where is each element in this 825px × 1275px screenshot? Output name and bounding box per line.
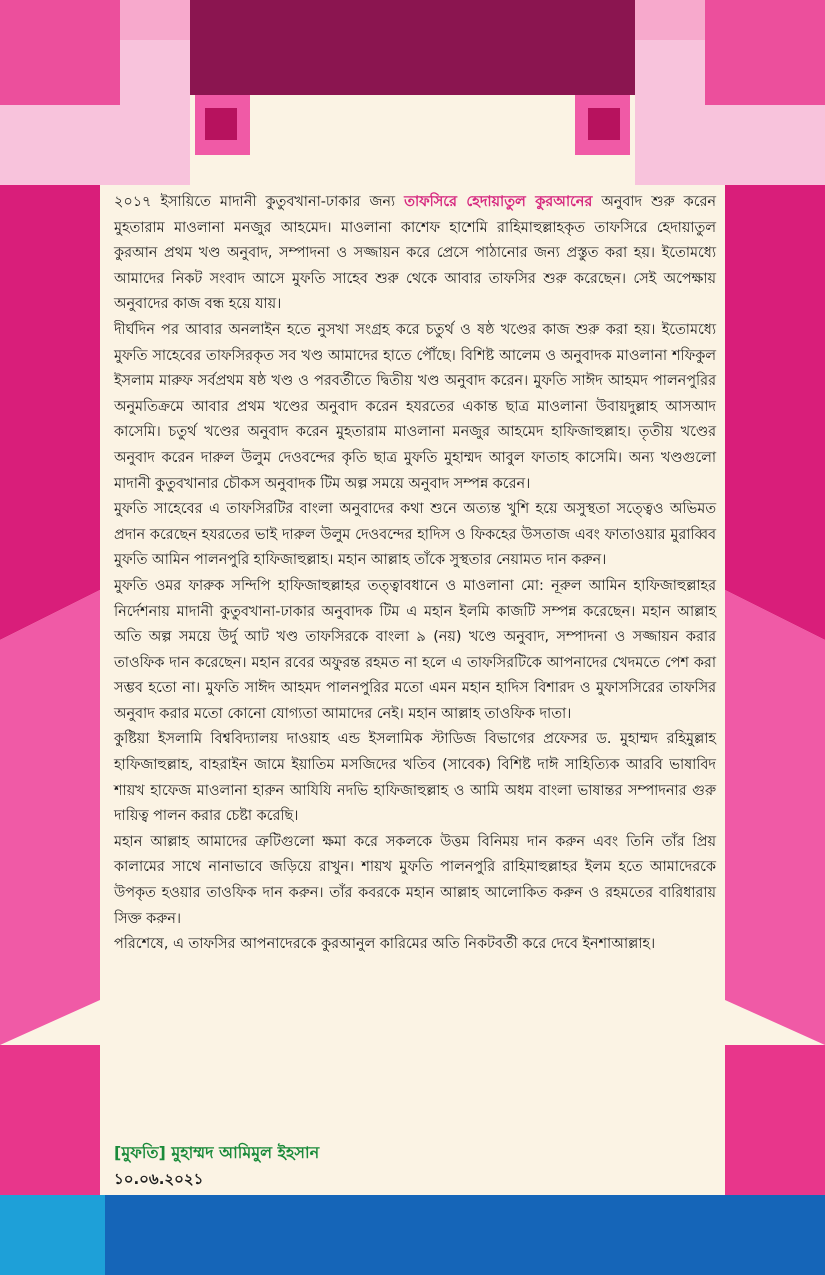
paragraph-3: মুফতি সাহেবের এ তাফসিরটির বাংলা অনুবাদের কথা শুনে অত্যন্ত খুশি হয়ে অসুস্থতা সত্ত্বেও অভিমত প্রদান করেছেন হযরতের ভাই দারুল উলুম দেওবন্দের হাদিস ও ফিকহের উসতাজ এবং ফাতাওয়ার মুরাব্বিব মুফতি আমিন পালনপুরি হাফিজাহুল্লাহ। মহান আল্লাহ তাঁকে সুস্থতার নেয়ামত দান করুন।	[114, 501, 716, 569]
foreword-text	[114, 190, 716, 958]
signature-date: ১০.০৬.২০২১	[114, 1170, 204, 1188]
paragraph-1	[114, 190, 716, 318]
paragraph-6: মহান আল্লাহ আমাদের ত্রুটিগুলো ক্ষমা করে সকলকে উত্তম বিনিময় দান করুন এবং তিনি তাঁর প্রিয় কালামের সাথে নানাভাবে জড়িয়ে রাখুন। শায়খ মুফতি পালনপুরি রাহিমাহুল্লাহর ইলম হতে আমাদেরকে উপকৃত হওয়ার তাওফিক দান করুন। তাঁর কবরকে মহান আল্লাহ আলোকিত করুন ও রহমতের বারিধারায় সিক্ত করুন।	[114, 833, 716, 927]
paragraph-1-end: অনুবাদ শুরু করেন মুহতারাম মাওলানা মনজুর আহমেদ। মাওলানা কাশেফ হাশেমি রাহিমাহুল্লাহকৃত তাফসিরে হেদায়াতুল কুরআন প্রথম খণ্ড অনুবাদ, সম্পাদনা ও সজ্জায়ন করে প্রেসে পাঠানোর জন্য প্রস্তুত করা হয়। ইতোমধ্যে আমাদের নিকট সংবাদ আসে মুফতি সাহেব শুরু থেকে আবার তাফসির শুরু করেছেন। সেই অপেক্ষায় অনুবাদের কাজ বন্ধ হয়ে যায়।	[114, 194, 716, 313]
paragraph-7: পরিশেষে, এ তাফসির আপনাদেরকে কুরআনুল কারিমের অতি নিকটবর্তী করে দেবে ইনশাআল্লাহ।	[114, 936, 656, 953]
paragraph-2: দীর্ঘদিন পর আবার অনলাইন হতে নুসখা সংগ্রহ করে চতুর্থ ও ষষ্ঠ খণ্ডের কাজ শুরু করা হয়। ইতোমধ্যে মুফতি সাহেবের তাফসিরকৃত সব খণ্ড আমাদের হাতে পৌঁছে। বিশিষ্ট আলেম ও অনুবাদক মাওলানা শফিকুল ইসলাম মারুফ সর্বপ্রথম ষষ্ঠ খণ্ড ও পরবর্তীতে দ্বিতীয় খণ্ড অনুবাদ করেন। মুফতি সাঈদ আহমদ পালনপুরির অনুমতিক্রমে আবার প্রথম খণ্ডের অনুবাদ করেন হযরতের একান্ত ছাত্র মাওলানা উবায়দুল্লাহ আসআদ কাসেমি। চতুর্থ খণ্ডের অনুবাদ করেন মুহতারাম মাওলানা মনজুর আহমেদ হাফিজাহুল্লাহ। তৃতীয় খণ্ডের অনুবাদ করেন দারুল উলুম দেওবন্দের কৃতি ছাত্র মুফতি মুহাম্মদ আবুল ফাতাহ কাসেমি। অন্য খণ্ডগুলো মাদানী কুতুবখানার চৌকস অনুবাদক টিম অল্প সময়ে অনুবাদ সম্পন্ন করেন।	[114, 321, 716, 492]
paragraph-4: মুফতি ওমর ফারুক সন্দিপি হাফিজাহুল্লাহর তত্ত্বাবধানে ও মাওলানা মো: নূরুল আমিন হাফিজাহুল্লাহর নির্দেশনায় মাদানী কুতুবখানা-ঢাকার অনুবাদক টিম এ মহান ইলমি কাজটি সম্পন্ন করেছেন। মহান আল্লাহ অতি অল্প সময়ে উর্দু আট খণ্ড তাফসিরকে বাংলা ৯ (নয়) খণ্ডে অনুবাদ, সম্পাদনা ও সজ্জায়ন করার তাওফিক দান করেছেন। মহান রবের অফুরন্ত রহমত না হলে এ তাফসিরটিকে আপনাদের খেদমতে পেশ করা সম্ভব হতো না। মুফতি সাঈদ আহমদ পালনপুরির মতো এমন মহান হাদিস বিশারদ ও মুফাসসিরের তাফসির অনুবাদ করার মতো কোনো যোগ্যতা আমাদের নেই। মহান আল্লাহ তাওফিক দাতা।	[114, 577, 716, 722]
paragraph-5: কুষ্টিয়া ইসলামি বিশ্ববিদ্যালয় দাওয়াহ এন্ড ইসলামিক স্টাডিজ বিভাগের প্রফেসর ড. মুহাম্মদ রহিমুল্লাহ হাফিজাহুল্লাহ, বাহরাইন জামে ইয়াতিম মসজিদের খতিব (সাবেক) বিশিষ্ট দাঈ সাহিত্যিক আরবি ভাষাবিদ শায়খ হাফেজ মাওলানা হারুন আযিযি নদভি হাফিজাহুল্লাহ ও আমি অধম বাংলা ভাষান্তর সম্পাদনার গুরু দায়িত্ব পালন করার চেষ্টা করেছি।	[114, 731, 716, 825]
book-title-highlight: তাফসিরে হেদায়াতুল কুরআনের	[404, 194, 593, 210]
author-signature: [মুফতি] মুহাম্মদ আমিমুল ইহসান	[114, 1143, 320, 1162]
paragraph-1-start: ২০১৭ ইসায়িতে মাদানী কুতুবখানা-ঢাকার জন্য	[114, 194, 405, 210]
